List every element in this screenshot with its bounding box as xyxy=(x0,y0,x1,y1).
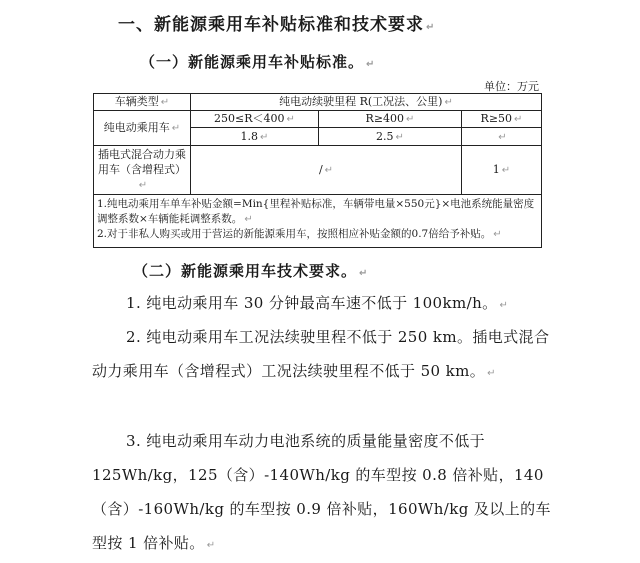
table-range-row xyxy=(94,111,542,128)
header-range-text: 纯电动续驶里程 R(工况法、公里) xyxy=(279,95,443,108)
bev-value-1-text: 1.8 xyxy=(240,129,259,143)
subsection-heading-requirements-text: （二）新能源乘用车技术要求。 xyxy=(133,262,358,280)
requirement-paragraph-2 xyxy=(92,320,554,391)
paragraph-mark: ↵ xyxy=(359,268,369,279)
paragraph-mark: ↵ xyxy=(406,114,415,125)
phev-label-cell xyxy=(94,146,191,195)
requirement-paragraph-3-text: 3. 纯电动乘用车动力电池系统的质量能量密度不低于125Wh/kg，125（含）-140Wh/kg 的车型按 0.8 倍补贴，140（含）-160Wh/kg 的车型按 0.9 倍补贴，160Wh/kg 及以上的车型按 1 倍补贴。 xyxy=(92,432,551,552)
bev-value-2-text: 2.5 xyxy=(376,129,394,143)
range-bucket-3 xyxy=(462,111,542,128)
table-note-2 xyxy=(97,227,538,242)
range-bucket-2-text: R≥400 xyxy=(365,112,405,125)
table-note-1 xyxy=(97,197,538,227)
paragraph-mark: ↵ xyxy=(286,114,295,125)
unit-label: 单位：万元 xyxy=(484,80,539,93)
paragraph-mark: ↵ xyxy=(444,97,453,108)
section-heading xyxy=(118,10,435,35)
subsection-heading-standards xyxy=(140,51,375,72)
bev-label-cell xyxy=(94,111,191,146)
range-bucket-1 xyxy=(191,111,319,128)
phev-value-range xyxy=(191,146,462,195)
range-bucket-3-text: R≥50 xyxy=(480,112,513,125)
phev-label: 插电式混合动力乘用车（含增程式） xyxy=(98,148,186,176)
header-vehicle-type-text: 车辆类型 xyxy=(114,95,159,108)
requirement-paragraph-3 xyxy=(92,424,554,563)
table-note-2-text: 2.对于非私人购买或用于营运的新能源乘用车，按照相应补贴金额的0.7倍给予补贴。 xyxy=(97,228,492,240)
paragraph-mark: ↵ xyxy=(487,368,496,379)
paragraph-mark: ↵ xyxy=(395,131,404,143)
range-bucket-1-text: 250≤R＜400 xyxy=(214,112,285,125)
paragraph-mark: ↵ xyxy=(514,114,523,125)
paragraph-mark: ↵ xyxy=(260,131,269,143)
bev-label: 纯电动乘用车 xyxy=(103,121,170,134)
paragraph-mark: ↵ xyxy=(171,123,181,134)
paragraph-mark: ↵ xyxy=(366,59,376,70)
range-bucket-2 xyxy=(319,111,462,128)
paragraph-mark: ↵ xyxy=(498,131,507,143)
phev-value-3 xyxy=(462,146,542,195)
paragraph-mark: ↵ xyxy=(324,165,334,176)
subsidy-table xyxy=(93,93,542,248)
paragraph-mark: ↵ xyxy=(426,22,436,33)
requirement-paragraph-1 xyxy=(126,286,508,323)
paragraph-mark: ↵ xyxy=(138,180,148,191)
bev-value-1 xyxy=(191,128,319,146)
phev-value-3-text: 1 xyxy=(492,163,500,176)
paragraph-mark: ↵ xyxy=(244,214,253,225)
subsection-heading-standards-text: （一）新能源乘用车补贴标准。 xyxy=(140,53,365,71)
bev-value-2 xyxy=(319,128,462,146)
header-range xyxy=(191,94,542,111)
subsection-heading-requirements xyxy=(133,260,368,281)
section-heading-text: 一、新能源乘用车补贴标准和技术要求 xyxy=(118,15,424,35)
requirement-paragraph-2-text: 2. 纯电动乘用车工况法续驶里程不低于 250 km。插电式混合动力乘用车（含增程式）工况法续驶里程不低于 50 km。 xyxy=(92,328,550,380)
bev-value-3 xyxy=(462,128,542,146)
table-note-1-text: 1.纯电动乘用车单车补贴金额=Min{里程补贴标准，车辆带电量×550元}×电池系统能量密度调整系数×车辆能耗调整系数。 xyxy=(97,198,535,225)
table-phev-row xyxy=(94,146,542,195)
paragraph-mark: ↵ xyxy=(206,540,216,551)
paragraph-mark: ↵ xyxy=(499,300,509,311)
paragraph-mark: ↵ xyxy=(160,97,170,108)
header-vehicle-type xyxy=(94,94,191,111)
paragraph-mark: ↵ xyxy=(501,165,511,176)
requirement-paragraph-1-text: 1. 纯电动乘用车 30 分钟最高车速不低于 100km/h。 xyxy=(126,294,498,312)
phev-value-range-text: / xyxy=(318,163,323,176)
table-notes-row xyxy=(94,195,542,248)
table-header-row xyxy=(94,94,542,111)
table-notes xyxy=(94,195,542,248)
paragraph-mark: ↵ xyxy=(493,229,502,240)
